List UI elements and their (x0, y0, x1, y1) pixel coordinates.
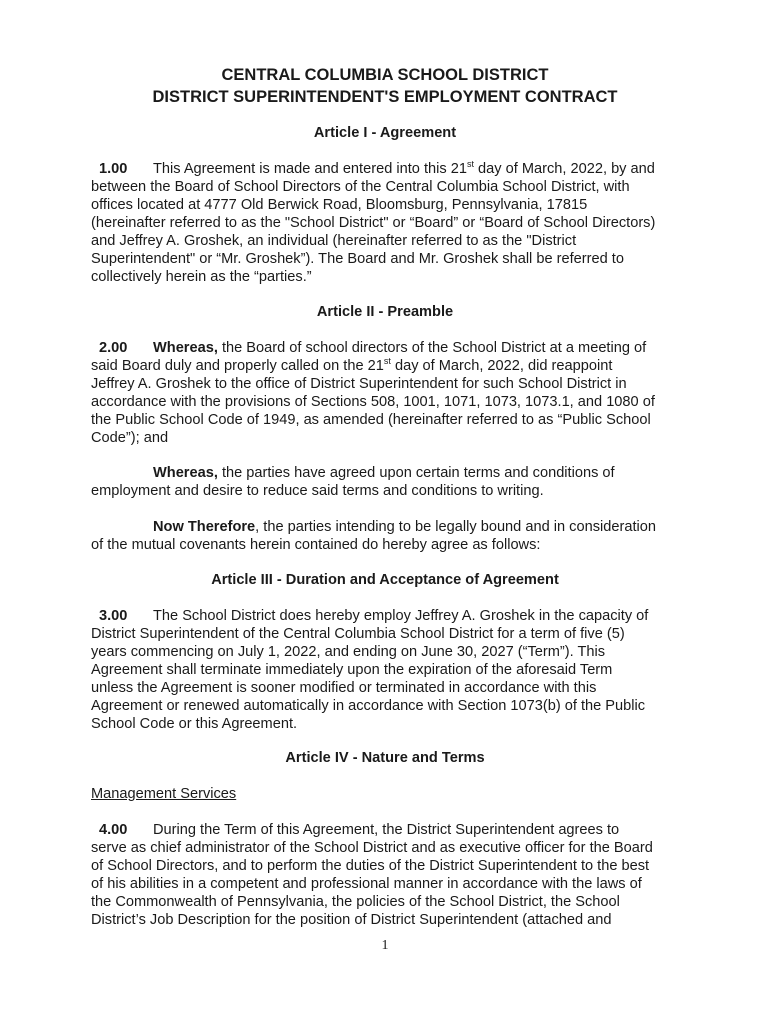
article-2-heading: Article II - Preamble (316, 304, 454, 320)
article-4-heading: Article IV - Nature and Terms (285, 750, 485, 766)
section-number: 4.00 (99, 822, 128, 838)
title-line-1: CENTRAL COLUMBIA SCHOOL DISTRICT (221, 66, 549, 84)
section-number: 1.00 (99, 161, 128, 177)
management-services-subheading: Management Services (91, 786, 237, 802)
title-line-2: DISTRICT SUPERINTENDENT'S EMPLOYMENT CONTRACT (152, 88, 618, 106)
now-therefore-paragraph: Now Therefore, the parties intending to be legally bound and in consideration of the mutual covenants herein contained do hereby agree as follows: (91, 519, 656, 553)
section-1-00: 1.00 This Agreement is made and entered into this 21st day of March, 2022, by and between the Board of School Directors of the Central Columbia School District, with offices located at 4777 Old Berwick Road, Bloomsburg, Pennsylvania, 17815 (hereinafter referred to as the "School District" or “Board” or “Board of School Directors) and Jeffrey A. Groshek, an individual (hereinafter referred to as the "District Superintendent" or “Mr. Groshek”). The Board and Mr. Groshek shall be referred to collectively herein as the “parties.” (91, 159, 656, 285)
section-number: 3.00 (99, 608, 128, 624)
section-2-00: 2.00 Whereas, the Board of school directors of the School District at a meeting of said Board duly and properly called on the 21st day of March, 2022, did reappoint Jeffrey A. Groshek to the office of District Superintendent for such School District in accordance with the provisions of Sections 508, 1001, 1071, 1073, 1073.1, and 1080 of the Public School Code of 1949, as amended (hereinafter referred to as “Public School Code”); and (91, 340, 655, 446)
section-number: 2.00 (99, 340, 128, 356)
section-4-00: 4.00 During the Term of this Agreement, the District Superintendent agrees to serve as chief administrator of the School District and as executive officer for the Board of School Directors, and to perform the duties of the District Superintendent to the best of his abilities in a competent and professional manner in accordance with the laws of the Commonwealth of Pennsylvania, the policies of the School District, the School District’s Job Description for the position of District Superintendent (attached and (91, 822, 653, 928)
whereas-paragraph: Whereas, the parties have agreed upon certain terms and conditions of employment and desire to reduce said terms and conditions to writing. (91, 465, 615, 499)
document-title (0, 64, 770, 108)
page-number: 1 (381, 938, 389, 953)
article-1-heading: Article I - Agreement (313, 125, 457, 141)
article-3-heading: Article III - Duration and Acceptance of Agreement (211, 572, 559, 588)
section-3-00: 3.00 The School District does hereby employ Jeffrey A. Groshek in the capacity of District Superintendent of the Central Columbia School District for a term of five (5) years commencing on July 1, 2022, and ending on June 30, 2027 (“Term”). This Agreement shall terminate immediately upon the expiration of the aforesaid Term unless the Agreement is sooner modified or terminated in accordance with this Agreement or renewed automatically in accordance with Section 1073(b) of the Public School Code or this Agreement. (91, 608, 649, 732)
